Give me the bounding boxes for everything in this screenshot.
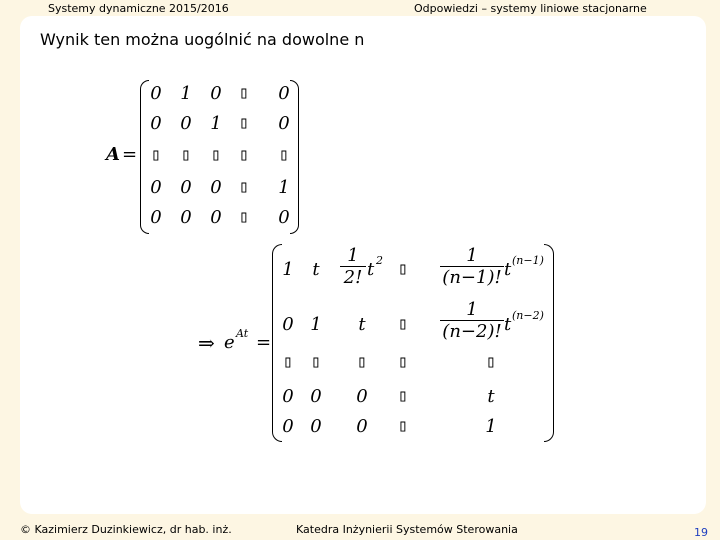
t-variable: t (504, 314, 512, 335)
matrix-a-cell: ▯ (150, 145, 162, 165)
matrix-a-cell: 0 (210, 83, 222, 104)
matrix-a-cell: 0 (150, 207, 162, 228)
matrix-eat-cell: 0 (356, 416, 368, 437)
eat-base: e (224, 332, 235, 353)
matrix-eat-cell: 1 (310, 314, 322, 335)
matrix-a-cell: ▯ (238, 177, 250, 197)
fraction-denominator: (n−2)! (442, 321, 502, 342)
matrix-a-cell: 0 (150, 83, 162, 104)
matrix-a-cell: 1 (180, 83, 192, 104)
t-variable: t (367, 259, 375, 280)
page-number: 19 (694, 526, 708, 539)
matrix-eat-cell: 1 (485, 416, 497, 437)
fraction-numerator: 1 (347, 245, 359, 266)
matrix-eat-cell: 0 (282, 314, 294, 335)
matrix-a-cell: ▯ (238, 145, 250, 165)
matrix-a-cell: 0 (150, 113, 162, 134)
matrix-a-cell: 0 (278, 207, 290, 228)
fraction-1-over-n-1-factorial (440, 245, 504, 288)
matrix-a-cell: 0 (180, 207, 192, 228)
t-exponent: (n−2) (512, 309, 544, 322)
matrix-a-cell: 0 (210, 207, 222, 228)
footer-department: Katedra Inżynierii Systemów Sterowania (296, 523, 518, 536)
eat-exponent: At (236, 327, 249, 340)
matrix-eat-cell: t (358, 314, 366, 335)
matrix-eat-right-bracket (544, 244, 554, 442)
header-course: Systemy dynamiczne 2015/2016 (48, 2, 229, 15)
matrix-a-cell: ▯ (278, 145, 290, 165)
matrix-eat-cell: ▯ (282, 352, 294, 372)
matrix-a-cell: ▯ (238, 207, 250, 227)
slide-heading: Wynik ten można uogólnić na dowolne n (40, 30, 365, 49)
matrix-a-cell: ▯ (238, 83, 250, 103)
matrix-eat-cell: 1 (282, 259, 294, 280)
matrix-a-cell: 1 (210, 113, 222, 134)
matrix-a-cell: 0 (278, 83, 290, 104)
matrix-eat-cell: 0 (310, 386, 322, 407)
matrix-eat-cell: 0 (282, 386, 294, 407)
matrix-eat-cell: 0 (282, 416, 294, 437)
t-exponent: (n−1) (512, 254, 544, 267)
matrix-eat-cell: 0 (356, 386, 368, 407)
matrix-eat-cell: ▯ (356, 352, 368, 372)
matrix-a-cell: ▯ (180, 145, 192, 165)
t-exponent: 2 (376, 254, 383, 267)
matrix-eat-cell: t (312, 259, 320, 280)
matrix-eat-cell: ▯ (310, 352, 322, 372)
matrix-a-cell: ▯ (210, 145, 222, 165)
matrix-a-cell: 0 (278, 113, 290, 134)
matrix-a-cell: ▯ (238, 113, 250, 133)
matrix-a-equals: = (122, 144, 138, 165)
matrix-eat-cell: ▯ (397, 352, 409, 372)
matrix-eat-cell: t (487, 386, 495, 407)
matrix-eat-cell: 0 (310, 416, 322, 437)
fraction-numerator: 1 (466, 245, 478, 266)
matrix-eat-cell: ▯ (485, 352, 497, 372)
matrix-a-cell: 1 (278, 177, 290, 198)
header-topic: Odpowiedzi – systemy liniowe stacjonarne (414, 2, 647, 15)
matrix-eat-cell: ▯ (397, 314, 409, 334)
fraction-denominator: 2! (343, 267, 363, 288)
fraction-denominator: (n−1)! (442, 267, 502, 288)
eat-equals: = (256, 332, 272, 353)
t-variable: t (504, 259, 512, 280)
footer-author: © Kazimierz Duzinkiewicz, dr hab. inż. (20, 523, 232, 536)
matrix-eat-cell: ▯ (397, 386, 409, 406)
matrix-a-label: A (106, 144, 120, 165)
matrix-a-cell: 0 (150, 177, 162, 198)
fraction-1-over-2-factorial (340, 245, 366, 288)
matrix-eat-cell: ▯ (397, 259, 409, 279)
fraction-1-over-n-2-factorial (440, 299, 504, 342)
matrix-eat-cell: ▯ (397, 416, 409, 436)
matrix-a-cell: 0 (210, 177, 222, 198)
implies-symbol: ⇒ (198, 331, 215, 355)
fraction-numerator: 1 (466, 299, 478, 320)
matrix-a-cell: 0 (180, 177, 192, 198)
matrix-a-cell: 0 (180, 113, 192, 134)
